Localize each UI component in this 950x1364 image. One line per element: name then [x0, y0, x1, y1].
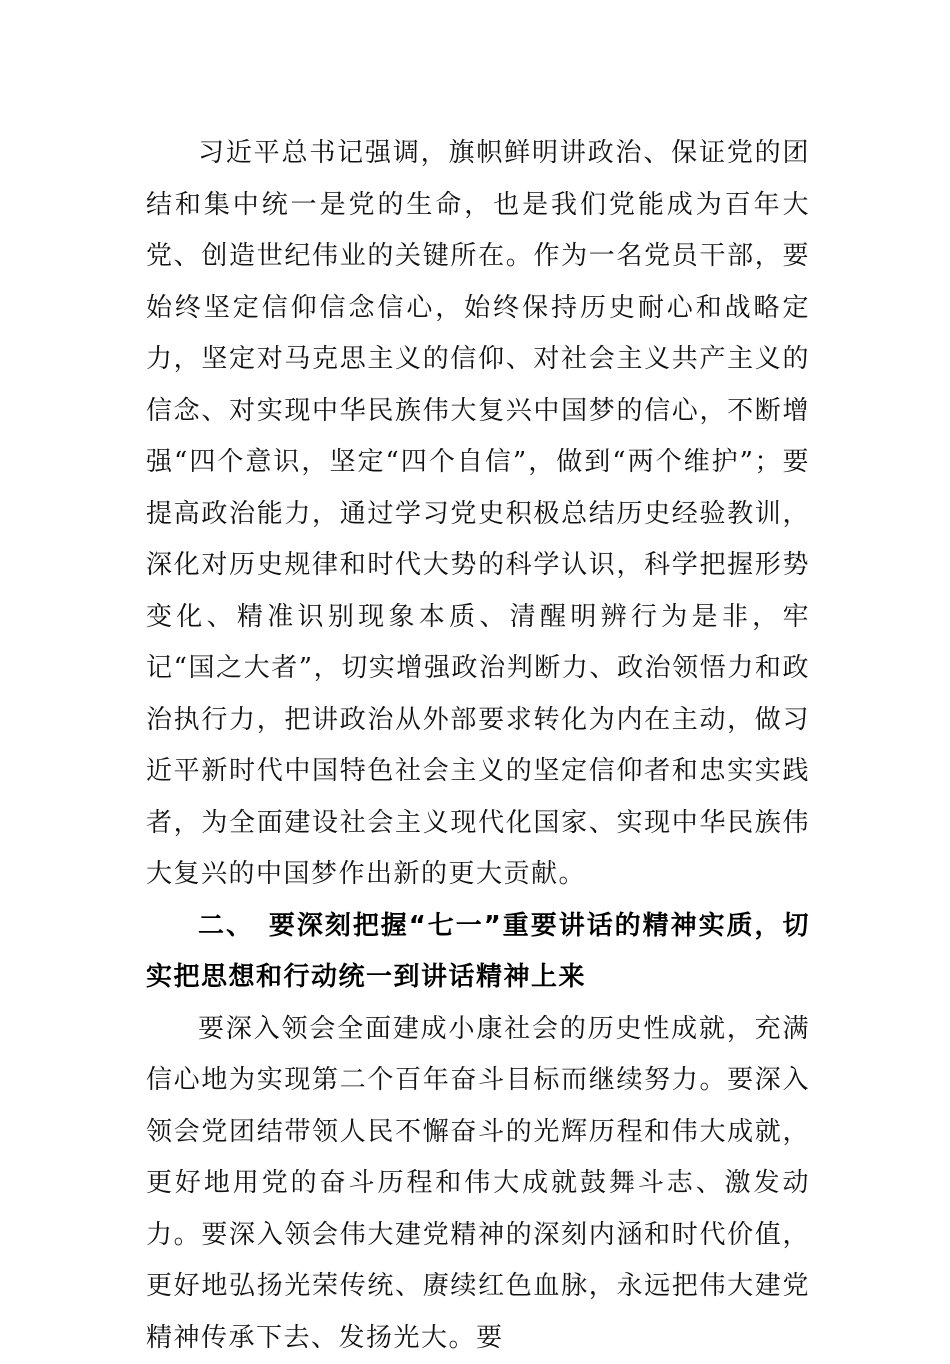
paragraph-political-loyalty: 习近平总书记强调，旗帜鲜明讲政治、保证党的团结和集中统一是党的生命，也是我们党能成为百年大党、创造世纪伟业的关键所在。作为一名党员干部，要始终坚定信仰信念信心，始终保持历史耐心和战略定力，坚定对马克思主义的信仰、对社会主义共产主义的信念、对实现中华民族伟大复兴中国梦的信心，不断增强“四个意识，坚定“四个自信”，做到“两个维护”；要提高政治能力，通过学习党史积极总结历史经验教训，深化对历史规律和时代大势的科学认识，科学把握形势变化、精准识别现象本质、清醒明辨行为是非，牢记“国之大者”，切实增强政治判断力、政治领悟力和政治执行力，把讲政治从外部要求转化为内在主动，做习近平新时代中国特色社会主义的坚定信仰者和忠实实践者，为全面建设社会主义现代化国家、实现中华民族伟大复兴的中国梦作出新的更大贡献。	[146, 128, 810, 901]
section-heading-two: 二、 要深刻把握“七一”重要讲话的精神实质，切实把思想和行动统一到讲话精神上来	[146, 901, 810, 1004]
document-body	[146, 128, 810, 1364]
paragraph-understanding-speech: 要深入领会全面建成小康社会的历史性成就，充满信心地为实现第二个百年奋斗目标而继续努力。要深入领会党团结带领人民不懈奋斗的光辉历程和伟大成就，更好地用党的奋斗历程和伟大成就鼓舞斗志、激发动力。要深入领会伟大建党精神的深刻内涵和时代价值，更好地弘扬光荣传统、赓续红色血脉，永远把伟大建党精神传承下去、发扬光大。要	[146, 1004, 810, 1364]
